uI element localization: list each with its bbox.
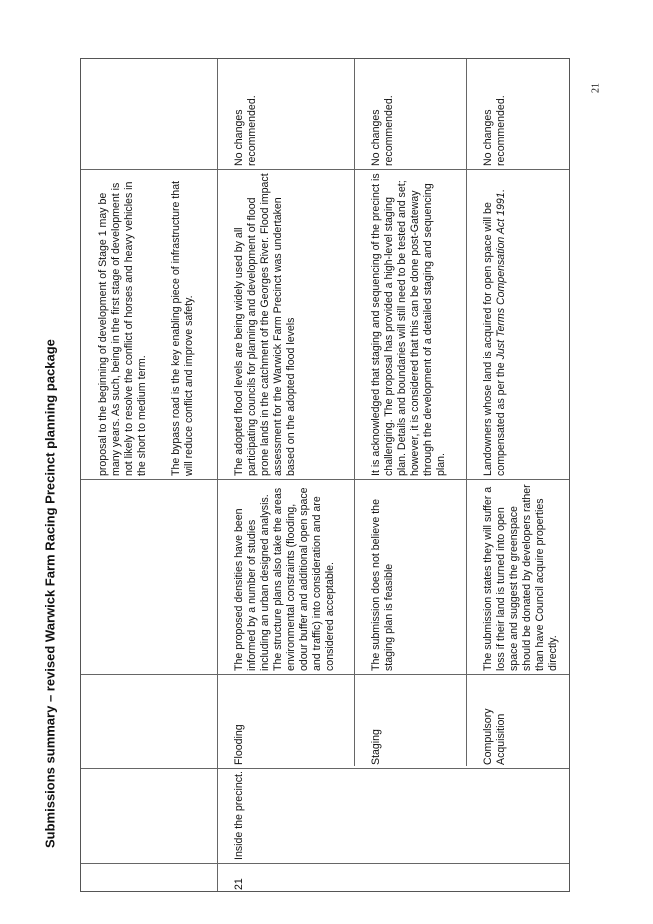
recommendation-text: No changes recommended. [233,95,258,166]
recommendation-text: No changes recommended. [370,95,395,166]
response-cell [217,169,354,479]
page-number: 21 [590,83,602,93]
submission-cell [217,479,354,674]
act-name: Just Terms Compensation Act 1991 [495,192,507,360]
response-text: It is acknowledged that staging and sequencing of the precinct is challenging. The proposal has provided a high-level staging plan. Details and boundaries will still need to be tested and set; however, it is considered that this can be done post-Gateway through the development of a detailed staging and sequencing plan. [370,173,447,476]
response-text-end: . [495,189,507,193]
row-number-cell [217,863,354,893]
submission-text: The submission states they will suffer a loss if their land is turned into open space and suggest the greenspace should be donated by developers rather than have Council acquire properties directly. [482,484,559,671]
topic-cell [354,674,466,768]
topic-cell [217,674,354,768]
response-paragraph: The bypass road is the key enabling piece of infrastructure that will reduce conflict and improve safety. [170,180,195,476]
submission-cell [466,479,570,674]
submissions-table [80,58,570,892]
response-text: Landowners whose land is acquired for open space will be compensated as per the [482,202,507,476]
topic-cell [466,674,570,768]
topic-text: Staging [370,729,382,765]
row-number: 21 [233,878,245,890]
submission-text: The proposed densities have been informed by a number of studies including an urban designed analysis. The structure plans also take the areas environmental constraints (flooding, odour buffer and additional open space and traffic) into consideration and are considered acceptable. [233,487,336,671]
response-text: The adopted flood levels are being widely used by all participating councils for planning and development of flood prone lands in the catchment of the Georges River. Flood impact assessment for the Warwick Farm Precinct was undertaken based on the adopted flood levels [233,173,297,476]
submission-text: The submission does not believe the staging plan is feasible [370,499,395,671]
location-cell [217,768,354,863]
recommendation-text: No changes recommended. [482,95,507,166]
page-title: Submissions summary – revised Warwick Farm Racing Precinct planning package [42,339,58,848]
recommendation-cell [354,59,466,169]
response-cell [354,169,466,479]
continuation-response-cell [81,169,217,479]
topic-text: Compulsory Acquisition [482,708,507,765]
location-text: Inside the precinct. [233,771,245,860]
recommendation-cell [217,59,354,169]
response-paragraph: proposal to the beginning of development of Stage 1 may be many years. As such, being in the first stage of development is not likely to resolve the conflict of horses and heavy vehicles in the short to medium term. [97,181,148,476]
submission-cell [354,479,466,674]
recommendation-cell [466,59,570,169]
topic-text: Flooding [233,724,245,765]
response-cell [466,169,570,479]
